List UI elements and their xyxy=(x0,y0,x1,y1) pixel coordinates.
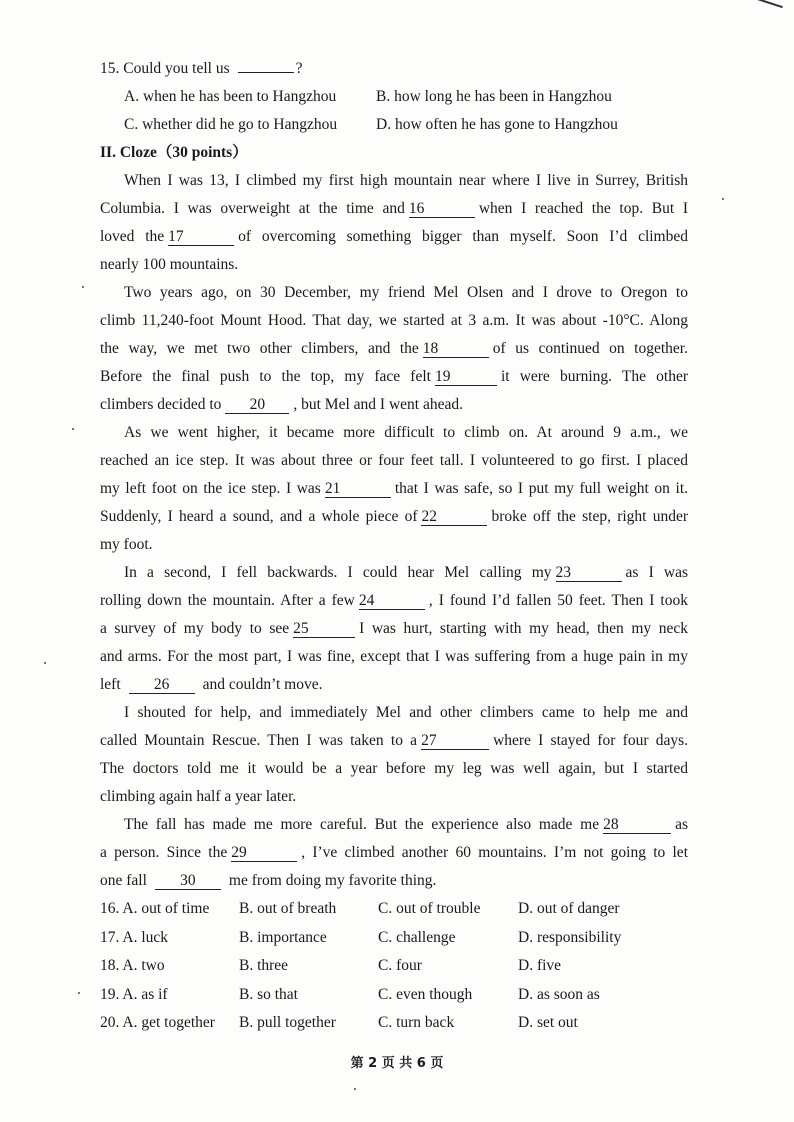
passage-line: one fall 30 me from doing my favorite thing. xyxy=(100,872,437,889)
answer-options xyxy=(100,898,688,1041)
question-15-options-row2 xyxy=(100,114,688,142)
option-a[interactable]: 20. A. get together xyxy=(100,1014,215,1031)
passage-line: rolling down the mountain. After a few 24 , I found I’d fallen 50 feet. Then I took xyxy=(100,592,688,609)
scan-speck xyxy=(82,286,84,288)
option-d[interactable]: D. out of danger xyxy=(518,900,620,917)
scan-speck xyxy=(722,198,724,200)
option-15c[interactable]: C. whether did he go to Hangzhou xyxy=(124,116,338,133)
answer-blank-16[interactable]: 16 xyxy=(409,200,475,218)
question-15-stem: 15. Could you tell us ? xyxy=(100,60,303,77)
page-footer: 第 2 页 共 6 页 xyxy=(350,1056,444,1071)
answer-blank-30[interactable]: 30 xyxy=(155,872,221,890)
answer-blank-20[interactable]: 20 xyxy=(225,396,289,414)
answer-blank-18[interactable]: 18 xyxy=(423,340,489,358)
answer-blank-26[interactable]: 26 xyxy=(129,676,195,694)
answer-row xyxy=(100,955,688,984)
passage-line: my left foot on the ice step. I was 21 that I was safe, so I put my full weight on it. xyxy=(100,480,688,497)
passage-line: The fall has made me more careful. But the experience also made me 28 as xyxy=(124,816,688,833)
answer-blank-29[interactable]: 29 xyxy=(231,844,297,862)
passage-line: Before the final push to the top, my face felt 19 it were burning. The other xyxy=(100,368,688,385)
answer-row xyxy=(100,1012,688,1041)
option-b[interactable]: B. pull together xyxy=(239,1014,336,1031)
passage-line: reached an ice step. It was about three or four feet tall. I volunteered to go first. I placed xyxy=(100,452,688,469)
option-b[interactable]: B. three xyxy=(239,957,289,974)
scan-mark xyxy=(755,0,783,16)
passage-line: called Mountain Rescue. Then I was taken to a 27 where I stayed for four days. xyxy=(100,732,688,749)
passage-line: I shouted for help, and immediately Mel and other climbers came to help me and xyxy=(124,704,688,721)
passage-line: loved the 17 of overcoming something bigger than myself. Soon I’d climbed xyxy=(100,228,688,245)
option-c[interactable]: C. out of trouble xyxy=(378,900,481,917)
answer-blank-19[interactable]: 19 xyxy=(435,368,497,386)
option-a[interactable]: 19. A. as if xyxy=(100,985,168,1003)
option-a[interactable]: 18. A. two xyxy=(100,957,165,974)
answer-blank-27[interactable]: 27 xyxy=(421,732,489,750)
option-15b[interactable]: B. how long he has been in Hangzhou xyxy=(376,88,612,105)
answer-row xyxy=(100,898,688,927)
option-d[interactable]: D. as soon as xyxy=(518,985,600,1003)
passage-line: a survey of my body to see 25 I was hurt, starting with my head, then my neck xyxy=(100,620,688,637)
passage-line: the way, we met two other climbers, and the 18 of us continued on together. xyxy=(100,340,688,357)
option-15d[interactable]: D. how often he has gone to Hangzhou xyxy=(376,116,618,133)
option-d[interactable]: D. five xyxy=(518,957,562,974)
passage-line: Columbia. I was overweight at the time and 16 when I reached the top. But I xyxy=(100,200,688,217)
option-a[interactable]: 16. A. out of time xyxy=(100,900,210,917)
section-heading: II. Cloze（30 points） xyxy=(100,144,248,161)
answer-row xyxy=(100,984,688,1013)
passage-line: climbers decided to 20 , but Mel and I went ahead. xyxy=(100,396,463,413)
answer-blank-22[interactable]: 22 xyxy=(421,508,487,526)
option-d[interactable]: D. responsibility xyxy=(518,928,622,946)
passage-line: a person. Since the 29 , I’ve climbed another 60 mountains. I’m not going to let xyxy=(100,844,688,861)
answer-blank-23[interactable]: 23 xyxy=(556,564,622,582)
answer-blank-28[interactable]: 28 xyxy=(603,816,671,834)
option-b[interactable]: B. so that xyxy=(239,985,298,1003)
passage-line: Suddenly, I heard a sound, and a whole piece of 22 broke off the step, right under xyxy=(100,508,688,525)
passage-line: climbing again half a year later. xyxy=(100,788,297,805)
answer-blank-17[interactable]: 17 xyxy=(168,228,234,246)
passage-line: left 26 and couldn’t move. xyxy=(100,676,323,693)
answer-blank-24[interactable]: 24 xyxy=(359,592,425,610)
passage-line: climb 11,240-foot Mount Hood. That day, we started at 3 a.m. It was about -10°C. Along xyxy=(100,312,688,329)
option-b[interactable]: B. importance xyxy=(239,928,327,946)
option-c[interactable]: C. challenge xyxy=(378,928,456,946)
option-c[interactable]: C. turn back xyxy=(378,1014,455,1031)
worksheet-page xyxy=(100,58,688,1041)
passage-line: and arms. For the most part, I was fine, except that I was suffering from a huge pain in my xyxy=(100,648,688,665)
scan-speck xyxy=(78,992,80,994)
answer-blank-25[interactable]: 25 xyxy=(293,620,355,638)
option-a[interactable]: 17. A. luck xyxy=(100,928,169,946)
passage-line: When I was 13, I climbed my first high mountain near where I live in Surrey, British xyxy=(124,172,688,189)
passage-line: my foot. xyxy=(100,536,153,553)
passage-line: nearly 100 mountains. xyxy=(100,256,239,273)
option-d[interactable]: D. set out xyxy=(518,1014,578,1031)
option-c[interactable]: C. four xyxy=(378,957,422,974)
option-15a[interactable]: A. when he has been to Hangzhou xyxy=(124,88,337,105)
option-c[interactable]: C. even though xyxy=(378,985,473,1003)
answer-blank-15[interactable] xyxy=(238,72,294,73)
answer-blank-21[interactable]: 21 xyxy=(325,480,391,498)
answer-row xyxy=(100,927,688,956)
option-b[interactable]: B. out of breath xyxy=(239,900,337,917)
passage-line: The doctors told me it would be a year before my leg was well again, but I started xyxy=(100,760,688,777)
question-15-options-row1 xyxy=(100,86,688,114)
passage-line: Two years ago, on 30 December, my friend Mel Olsen and I drove to Oregon to xyxy=(124,284,688,301)
scan-speck xyxy=(354,1088,356,1090)
passage-line: In a second, I fell backwards. I could hear Mel calling my 23 as I was xyxy=(124,564,688,581)
passage-line: As we went higher, it became more difficult to climb on. At around 9 a.m., we xyxy=(124,424,688,441)
scan-speck xyxy=(44,662,46,664)
scan-speck xyxy=(72,428,74,430)
